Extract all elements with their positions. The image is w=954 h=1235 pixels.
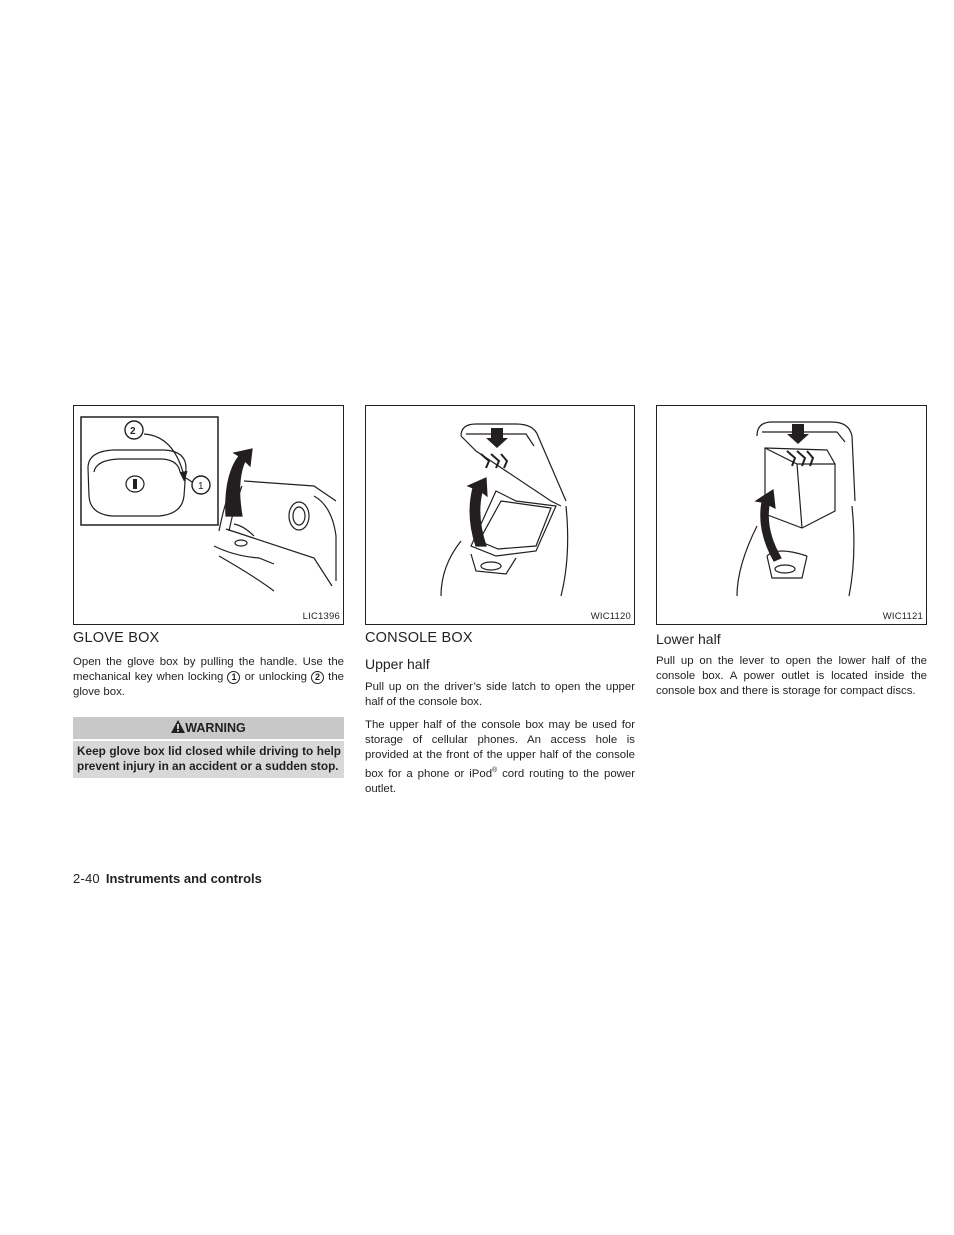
page-footer — [73, 871, 262, 886]
text: Open the glove box by pulling the handle. Use the mechanical key when locking — [73, 656, 344, 683]
callout-1: 1 — [198, 481, 204, 492]
figure-code: WIC1121 — [882, 611, 923, 622]
lower-half-paragraph: Pull up on the lever to open the lower half of the console box. A power outlet is located inside the console box and there is storage for compact discs. — [656, 655, 927, 697]
glove-box-illustration — [74, 406, 343, 624]
figure-code: LIC1396 — [302, 611, 340, 622]
marker-2: 2 — [311, 671, 324, 684]
warning-text: Keep glove box lid closed while driving to help prevent injury in an accident or a sudden stop. — [73, 741, 344, 778]
marker-1: 1 — [227, 671, 240, 684]
glove-box-heading: GLOVE BOX — [73, 630, 160, 646]
text: The upper half of the console box may be used for storage of cellular phones. An access hole is provided at the front of the upper half of the console box for a phone or iPod — [365, 719, 635, 780]
upper-half-paragraph-1: Pull up on the driver’s side latch to open the upper half of the console box. — [365, 681, 635, 708]
page-number: 2-40 — [73, 871, 100, 886]
console-box-section — [365, 630, 635, 797]
text: cord routing to the power outlet. — [365, 767, 636, 795]
lower-half-heading: Lower half — [656, 631, 721, 647]
callout-2: 2 — [130, 426, 136, 437]
registered-mark: ® — [492, 767, 498, 774]
console-upper-half-illustration — [366, 406, 634, 624]
warning-header — [73, 717, 344, 739]
warning-icon — [171, 720, 185, 733]
glove-box-section — [73, 630, 344, 778]
figure-glove-box — [73, 405, 344, 625]
text: or unlocking — [240, 671, 312, 683]
glove-box-paragraph — [73, 655, 344, 700]
text: the glove box. — [73, 671, 345, 698]
figure-code: WIC1120 — [590, 611, 631, 622]
warning-title: WARNING — [185, 721, 246, 735]
figure-console-lower — [656, 405, 927, 625]
upper-half-heading: Upper half — [365, 656, 430, 672]
upper-half-paragraph-2 — [365, 718, 635, 797]
figure-console-upper — [365, 405, 635, 625]
section-title: Instruments and controls — [105, 871, 262, 886]
console-box-heading: CONSOLE BOX — [365, 630, 473, 646]
console-lower-half-illustration — [657, 406, 926, 624]
warning-box — [73, 717, 344, 778]
lower-half-section — [656, 630, 927, 699]
